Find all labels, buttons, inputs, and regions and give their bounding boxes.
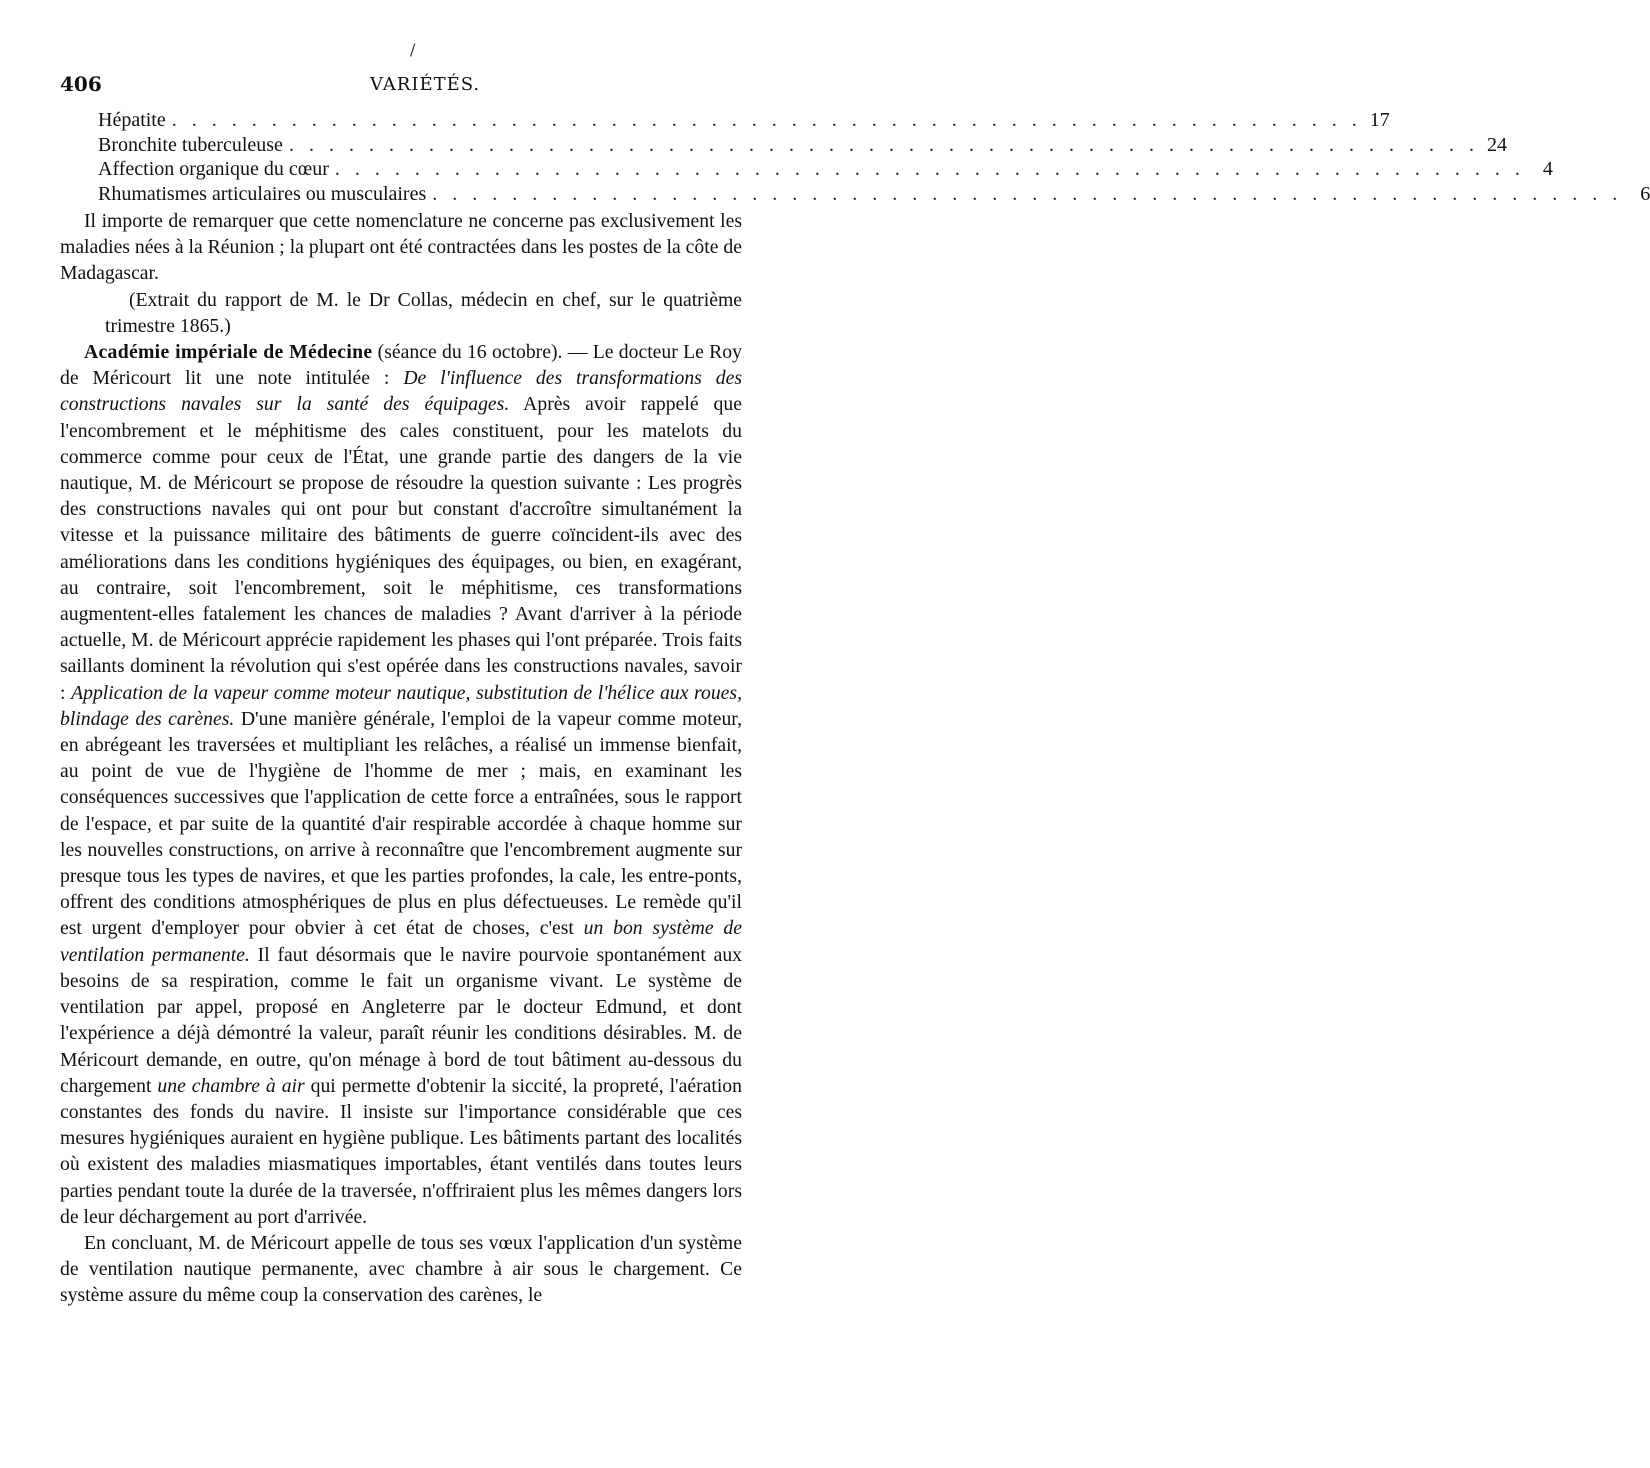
stat-label: Rhumatismes articulaires ou musculaires xyxy=(98,182,427,205)
stat-row xyxy=(98,108,1390,133)
stat-value: 4 xyxy=(1542,158,1553,180)
dot-leader: . . . . . . . . . . . . . . . . . . . . . . . . . . . . . . . . . . . . . . . . . . . . . . . . . . . . . . . . . . . . xyxy=(432,182,1623,205)
stat-value: 24 xyxy=(1486,133,1507,156)
text-segment: qui permette d'obtenir la siccité, la propreté, l'aération constantes des fonds du navire. Il insiste sur l'importance considérable que ces mesures hygiéniques auraient en hygiène publique. Les bâtiments partant des localités où existent des maladies miasmatiques importables, étant ventilés dans toutes leurs parties pendant toute la durée de la traversée, n'offriraient plus les mêmes dangers lors de leur déchargement au port d'arrivée. xyxy=(60,1074,742,1228)
article-body xyxy=(60,208,742,1309)
report-citation: (Extrait du rapport de M. le Dr Collas, médecin en chef, sur le quatrième trimestre 1865.) xyxy=(105,288,742,337)
stat-label: Bronchite tuberculeuse xyxy=(98,133,283,156)
dot-leader: . . . . . . . . . . . . . . . . . . . . . . . . . . . . . . . . . . . . . . . . . . . . . . . . . . . . . . . . . . . . xyxy=(171,109,1362,131)
paragraph-academy-session xyxy=(60,339,742,1230)
stat-label: Hépatite xyxy=(98,109,166,131)
stat-value: 17 xyxy=(1369,109,1390,131)
text-segment: Après avoir rappelé que l'encombrement et le méphitisme des cales constituent, pour les matelots du commerce comme pour ceux de l'État, une grande partie des dangers de la vie nautique, M. de Méricourt se propose de résoudre la question suivante : Les progrès des constructions navales qui ont pour but constant d'accroître simultanément la vitesse et la puissance militaire des bâtiments de guerre coïncident-ils avec des améliorations dans les conditions hygiéniques des équipages, ou bien, en exagérant, au contraire, soit l'encombrement, soit le méphitisme, ces transformations augmentent-elles fatalement les chances de maladies ? Avant d'arriver à la période actuelle, M. de Méricourt apprécie rapidement les phases qui l'ont préparée. Trois faits saillants dominent la révolution qui s'est opérée dans les constructions navales, savoir : xyxy=(60,393,742,704)
paragraph-conclusion: En concluant, M. de Méricourt appelle de tous ses vœux l'application d'un système de ventilation nautique permanente, avec chambre à air sous le chargement. Ce système assure du même coup la conservation des carènes, le xyxy=(60,1231,742,1307)
stat-row xyxy=(98,157,1553,182)
stat-value: 6 xyxy=(1640,182,1650,205)
dot-leader: . . . . . . . . . . . . . . . . . . . . . . . . . . . . . . . . . . . . . . . . . . . . . . . . . . . . . . . . . . . . xyxy=(334,158,1525,180)
text-segment: Il faut désormais que le navire pourvoie spontanément aux besoins de sa respiration, comme le fait un organisme vivant. Le système de ventilation par appel, proposé en Angleterre par le docteur Edmund, et dont l'expérience a déjà démontré la valeur, paraît réunir les conditions désirables. M. de Méricourt demande, en outre, qu'on ménage à bord de tout bâtiment au-dessous du chargement xyxy=(60,943,743,1097)
text-segment: (séance du 16 octobre). — Le docteur Le Roy de Méricourt lit une note intitulée : xyxy=(60,341,742,390)
text-segment: D'une manière générale, l'emploi de la vapeur comme moteur, en abrégeant les traversées et multipliant les relâches, a réalisé un immense bienfait, au point de vue de l'hygiène de l'homme de mer ; mais, en examinant les conséquences successives que l'application de cette force a entraînées, sous le rapport de l'espace, et par suite de la quantité d'air respirable accordée à chaque homme sur les nouvelles constructions, on arrive à reconnaître que l'encombrement augmente sur presque tous les types de navires, et que les parties profondes, la cale, les entre-ponts, offrent des conditions atmosphériques de plus en plus défectueuses. Le remède qu'il est urgent d'employer pour obvier à cet état de choses, c'est xyxy=(60,707,742,940)
stat-label: Affection organique du cœur xyxy=(98,158,329,180)
note-title: De l'influence des transformations des constructions navales sur la santé des équipages. xyxy=(60,367,742,416)
stat-row xyxy=(98,133,1507,158)
disease-statistics-list xyxy=(98,108,1650,206)
page-number: 406 xyxy=(60,72,102,96)
three-facts-emphasis: Application de la vapeur comme moteur nautique, substitution de l'hélice aux roues, blindage des carènes. xyxy=(60,681,742,730)
page-header xyxy=(60,72,740,100)
air-chamber-emphasis: une chambre à air xyxy=(157,1074,305,1097)
running-title: VARIÉTÉS. xyxy=(370,74,481,95)
paragraph-nomenclature-note: Il importe de remarquer que cette nomenclature ne concerne pas exclusivement les maladies nées à la Réunion ; la plupart ont été contractées dans les postes de la côte de Madagascar. xyxy=(60,210,742,285)
stray-mark: / xyxy=(410,40,416,59)
dot-leader: . . . . . . . . . . . . . . . . . . . . . . . . . . . . . . . . . . . . . . . . . . . . . . . . . . . . . . . . . . . . xyxy=(288,133,1479,156)
stat-row xyxy=(98,182,1650,207)
ventilation-emphasis: un bon système de ventilation permanente. xyxy=(60,917,742,966)
academy-heading: Académie impériale de Médecine xyxy=(84,341,373,364)
